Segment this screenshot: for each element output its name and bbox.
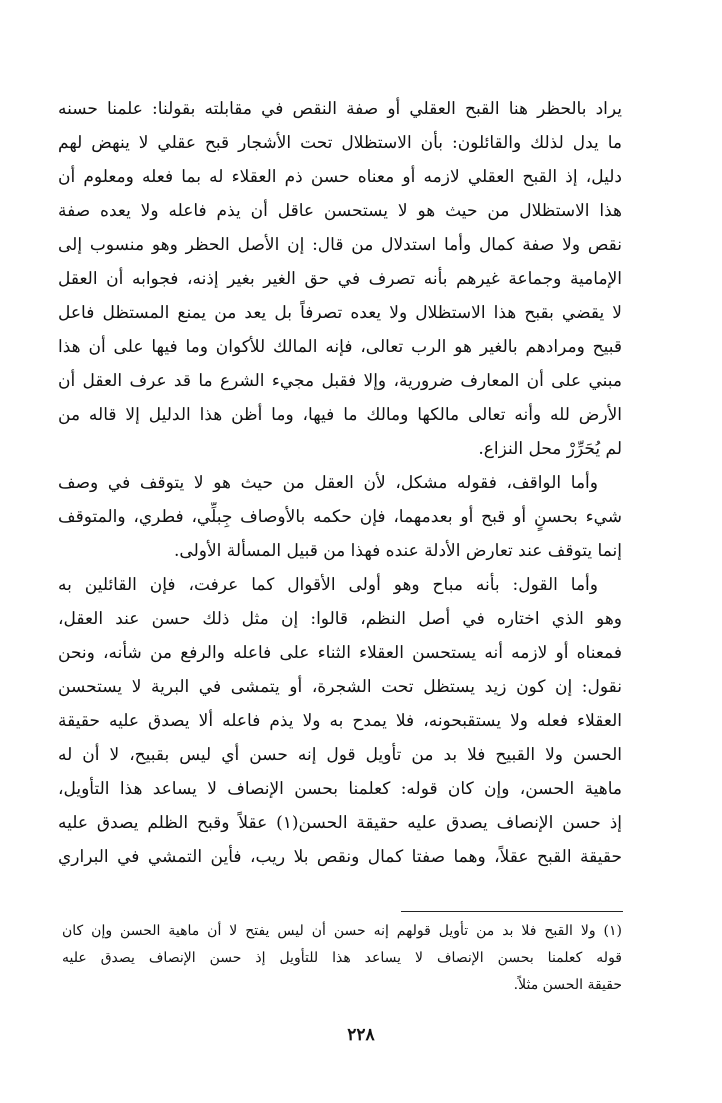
text-line: حقيقة القبح عقلاً، وهما صفتا كمال ونقص بلا ريب، فأين التمشي في البراري: [58, 847, 622, 867]
text-line: العقلاء فعله ولا يستقبحونه، فلا يمدح به ولا يذم فاعله ألا يصدق عليه حقيقة: [58, 711, 622, 731]
text-line: ما يدل لذلك والقائلون: بأن الاستظلال تحت الأشجار قبح عقلي لا ينهض لهم: [58, 133, 622, 153]
text-line: قبيح ومرادهم بالغير هو الرب تعالى، فإنه المالك للأكوان وما فيها على أن هذا: [58, 337, 622, 357]
text-line: وأما الواقف، فقوله مشكل، لأن العقل من حيث هو لا يتوقف في وصف: [58, 473, 598, 493]
text-line: الإمامية وجماعة غيرهم بأنه تصرف في حق الغير بغير إذنه، فجوابه أن العقل: [58, 269, 622, 289]
footnote-line: حقيقة الحسن مثلاً.: [513, 977, 622, 993]
text-line: نقص ولا صفة كمال وأما استدلال من قال: إن الأصل الحظر وهو منسوب إلى: [58, 235, 622, 255]
text-line: لا يقضي بقبح هذا الاستظلال ولا يعده تصرفاً بل يعد من يمنع المستظل فاعل: [58, 303, 622, 323]
text-line: وهو الذي اختاره في أصل النظم، قالوا: إن مثل ذلك حسن عند العقل،: [58, 609, 622, 629]
text-line: هذا الاستظلال من حيث هو لا يستحسن عاقل أن يذم فاعله ولا يعده صفة: [58, 201, 622, 221]
text-line: إنما يتوقف عند تعارض الأدلة عنده فهذا من قبيل المسألة الأولى.: [174, 541, 622, 561]
text-line: يراد بالحظر هنا القبح العقلي أو صفة النقص في مقابلته بقولنا: علمنا حسنه: [58, 99, 622, 119]
text-line: شيء بحسنٍ أو قبح أو بعدمهما، فإن حكمه بالأوصاف جِبلِّي، فطري، والمتوقف: [58, 507, 622, 527]
text-line: نقول: إن كون زيد يستظل تحت الشجرة، أو يتمشى في البرية لا يستحسن: [58, 677, 622, 697]
text-line: لم يُحَرِّرْ محل النزاع.: [478, 439, 622, 459]
footnote-separator: [401, 911, 623, 912]
text-line: الأرض لله وأنه تعالى مالكها ومالك ما فيها، وما أظن هذا الدليل إلا قاله من: [58, 405, 622, 425]
footnote-line: قوله كعلمنا بحسن الإنصاف لا يساعد هذا للتأويل إذ حسن الإنصاف يصدق عليه: [62, 950, 622, 966]
text-line: مبني على أن المعارف ضرورية، وإلا فقبل مجيء الشرع ما قد عرف العقل أن: [58, 371, 622, 391]
text-line: دليل، إذ القبح العقلي لازمه أو معناه حسن ذم العقلاء له بما فعله ومعلوم أن: [58, 167, 622, 187]
text-line: الحسن ولا القبيح فلا بد من تأويل قول إنه حسن أي ليس بقبيح، لا أن له: [58, 745, 622, 765]
text-line: فمعناه أو لازمه أنه يستحسن العقلاء الثناء على فاعله والرفع من شأنه، ونحن: [58, 643, 622, 663]
text-line: ماهية الحسن، وإن كان قوله: كعلمنا بحسن الإنصاف لا يساعد هذا التأويل،: [58, 779, 622, 799]
text-line: إذ حسن الإنصاف يصدق عليه حقيقة الحسن(١) عقلاً وقبح الظلم يصدق عليه: [58, 813, 622, 833]
footnote-line: (١) ولا القبح فلا بد من تأويل قولهم إنه حسن أن ليس يفتح لا أن ماهية الحسن وإن كان: [62, 923, 622, 939]
page-number: ٢٢٨: [347, 1025, 375, 1045]
text-line: وأما القول: بأنه مباح وهو أولى الأقوال كما عرفت، فإن القائلين به: [58, 575, 598, 595]
